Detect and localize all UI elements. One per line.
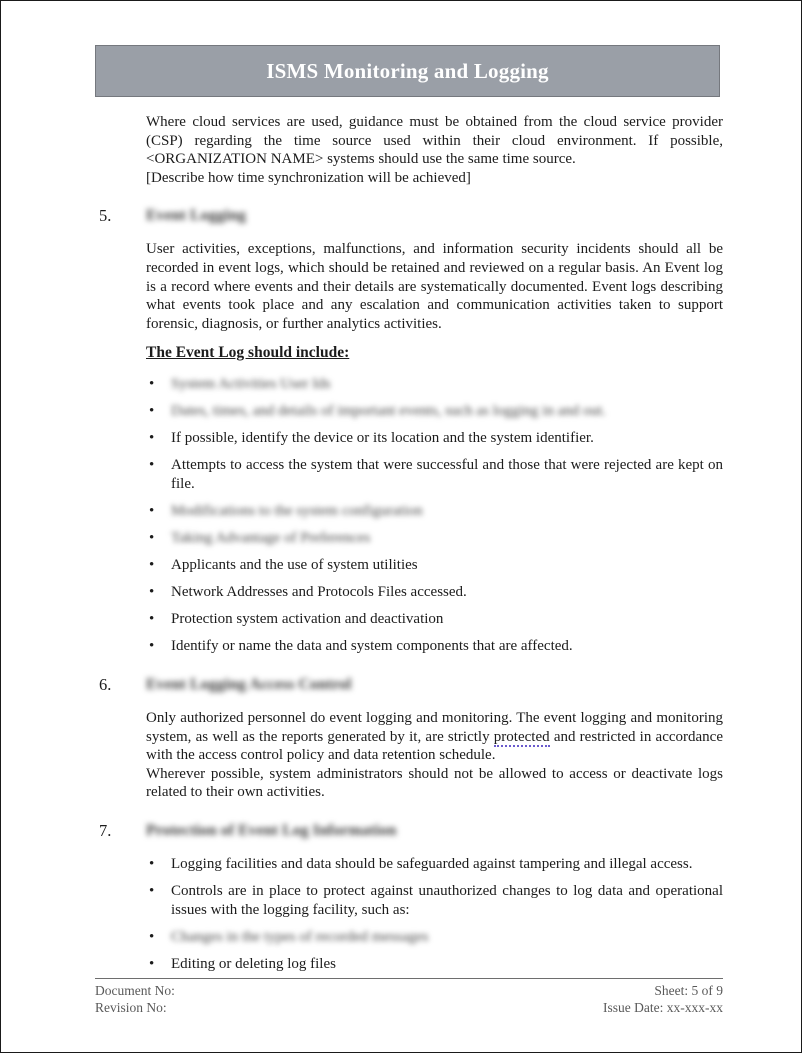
- bullet-text: Protection system activation and deactivation: [171, 611, 444, 628]
- paragraph-text: and restricted in accordance with the access control policy and data retention schedule.: [146, 728, 723, 764]
- list-item: [146, 502, 723, 521]
- list-item: [146, 955, 723, 974]
- bullet-text: If possible, identify the device or its location and the system identifier.: [171, 430, 594, 447]
- bullet-text: System Activities User Ids: [171, 375, 331, 392]
- bullet-text: Dates, times, and details of important events, such as logging in and out.: [171, 403, 606, 420]
- bullet-icon: •: [149, 638, 155, 655]
- list-item: [146, 456, 723, 493]
- bullet-icon: •: [149, 502, 155, 519]
- event-log-list-heading: The Event Log should include:: [146, 344, 350, 362]
- section-6-paragraph-2: Wherever possible, system administrators should not be allowed to access or deactivate logs related to their own activities.: [146, 765, 723, 801]
- title-banner: [95, 45, 720, 97]
- bullet-text: Changes in the types of recorded messages: [171, 928, 429, 945]
- footer-sheet-number: Sheet: 5 of 9: [654, 983, 723, 998]
- footer-left-block: [95, 982, 175, 1016]
- footer-issue-date: Issue Date: xx-xxx-xx: [603, 1000, 723, 1015]
- bullet-icon: •: [149, 584, 155, 601]
- bullet-text: Modifications to the system configuration: [171, 502, 423, 519]
- section-7-number: 7.: [99, 820, 112, 840]
- section-6-heading: [99, 674, 723, 696]
- list-item: [146, 375, 723, 394]
- section-5-paragraph: User activities, exceptions, malfunctions, and information security incidents should all be recorded in event logs, which should be retained and reviewed on a regular basis. An Event log is a record where events and their details are systematically documented. Event logs describing what events took place and any escalation and communication activities taken to support forensic, diagnosis, or further analytics activities.: [146, 241, 723, 332]
- bullet-icon: •: [149, 430, 155, 447]
- section-5-event-logging: [99, 206, 723, 656]
- bullet-icon: •: [149, 557, 155, 574]
- section-6-event-logging-access-control: [99, 674, 723, 802]
- document-body: [99, 113, 723, 982]
- bullet-text: Applicants and the use of system utilities: [171, 557, 418, 574]
- section-6-paragraph-1: [146, 709, 723, 765]
- list-item: [146, 402, 723, 421]
- bullet-icon: •: [149, 883, 155, 900]
- bullet-text: Network Addresses and Protocols Files accessed.: [171, 584, 467, 601]
- bullet-icon: •: [149, 403, 155, 420]
- event-log-bullet-list: [146, 375, 723, 656]
- bullet-icon: •: [149, 375, 155, 392]
- list-item: [146, 556, 723, 575]
- footer-right-block: [603, 982, 723, 1016]
- bullet-icon: •: [149, 611, 155, 628]
- page-title: ISMS Monitoring and Logging: [266, 58, 549, 83]
- bullet-text: Attempts to access the system that were successful and those that were rejected are kept on file.: [171, 457, 723, 492]
- bullet-text: Editing or deleting log files: [171, 955, 336, 972]
- bullet-icon: •: [149, 928, 155, 945]
- list-item: [146, 928, 723, 947]
- section-7-title: Protection of Event Log Information: [146, 821, 397, 839]
- footer-revision-no: Revision No:: [95, 1000, 167, 1015]
- protection-bullet-list: [146, 855, 723, 973]
- bullet-text: Identify or name the data and system components that are affected.: [171, 638, 573, 655]
- bullet-text: Controls are in place to protect against unauthorized changes to log data and operational issues with the logging facility, such as:: [171, 883, 723, 918]
- paragraph-text: Only authorized personnel do event logging and monitoring. The event logging and monitoring system, as well as the reports generated by it, are strictly: [146, 709, 723, 745]
- list-item: [146, 610, 723, 629]
- bullet-text: Logging facilities and data should be safeguarded against tampering and illegal access.: [171, 855, 693, 872]
- list-item: [146, 637, 723, 656]
- list-item: [146, 583, 723, 602]
- section-5-heading: [99, 206, 723, 227]
- list-item: [146, 429, 723, 448]
- section-5-title: Event Logging: [146, 207, 247, 225]
- bullet-icon: •: [149, 955, 155, 972]
- list-item: [146, 882, 723, 919]
- section-6-title: Event Logging Access Control: [146, 675, 352, 693]
- intro-placeholder-note: [Describe how time synchronization will be achieved]: [146, 169, 471, 186]
- section-7-protection-of-event-log-information: [99, 820, 723, 973]
- page-footer: [95, 978, 723, 1016]
- footer-document-no: Document No:: [95, 983, 175, 998]
- intro-paragraph: Where cloud services are used, guidance must be obtained from the cloud service provider (CSP) regarding the time source used within their cloud environment. If possible, <ORGANIZATION NAME> systems should use the same time source.: [146, 114, 723, 168]
- bullet-text: Taking Advantage of Preferences: [171, 530, 371, 546]
- list-item: [146, 529, 723, 548]
- bullet-icon: •: [149, 530, 155, 546]
- bullet-icon: •: [149, 855, 155, 872]
- section-5-number: 5.: [99, 206, 112, 226]
- section-6-number: 6.: [99, 674, 112, 694]
- section-7-heading: [99, 820, 723, 842]
- grammar-checked-word: protected: [493, 728, 550, 745]
- bullet-icon: •: [149, 457, 155, 474]
- list-item: [146, 855, 723, 874]
